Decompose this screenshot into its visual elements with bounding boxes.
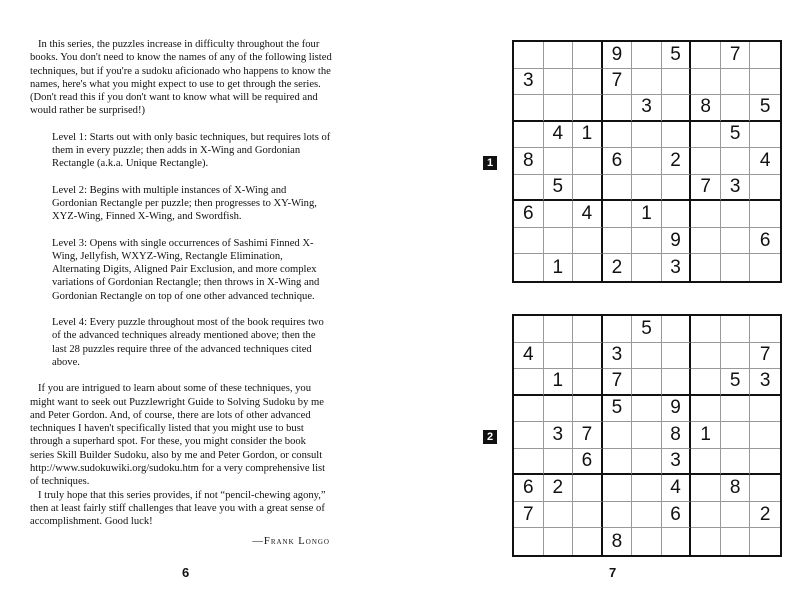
sudoku-cell (632, 369, 662, 396)
closing-paragraph-2: I truly hope that this series provides, if not “pencil-chewing agony,” then at least fairly stiff challenges that leave you with a great sense of accomplishment. Good luck! (30, 489, 326, 528)
sudoku-cell (632, 502, 662, 529)
sudoku-cell (750, 528, 780, 555)
sudoku-cell (544, 502, 574, 529)
sudoku-cell (544, 42, 574, 69)
sudoku-cell (632, 254, 662, 281)
sudoku-cell (750, 69, 780, 96)
sudoku-cell (573, 369, 603, 396)
sudoku-cell: 5 (662, 42, 692, 69)
sudoku-cell (632, 122, 662, 149)
sudoku-cell: 2 (662, 148, 692, 175)
sudoku-cell (691, 475, 721, 502)
sudoku-cell (691, 502, 721, 529)
sudoku-cell (603, 422, 633, 449)
sudoku-cell (632, 343, 662, 370)
sudoku-cell: 1 (632, 201, 662, 228)
sudoku-cell: 3 (514, 69, 544, 96)
sudoku-cell: 7 (750, 343, 780, 370)
sudoku-cell (721, 316, 751, 343)
sudoku-cell: 4 (662, 475, 692, 502)
sudoku-cell (691, 69, 721, 96)
sudoku-cell (573, 228, 603, 255)
author-signature: —Frank Longo (252, 535, 330, 547)
sudoku-cell (573, 175, 603, 202)
sudoku-cell (721, 254, 751, 281)
sudoku-cell (662, 175, 692, 202)
sudoku-cell (514, 396, 544, 423)
sudoku-cell (750, 201, 780, 228)
sudoku-cell (544, 148, 574, 175)
sudoku-cell (662, 316, 692, 343)
sudoku-cell (750, 122, 780, 149)
sudoku-cell (573, 148, 603, 175)
sudoku-cell: 5 (603, 396, 633, 423)
sudoku-cell (632, 175, 662, 202)
level-text: : Starts out with only basic techniques, but requires lots of them in every puzzle; then adds in X-Wing and Gordonian Rectangle (a.k.a. Unique Rectangle). (52, 131, 331, 170)
sudoku-cell (544, 396, 574, 423)
sudoku-cell: 6 (514, 201, 544, 228)
sudoku-cell (750, 316, 780, 343)
sudoku-cell: 9 (603, 42, 633, 69)
sudoku-cell (573, 69, 603, 96)
sudoku-cell: 1 (573, 122, 603, 149)
sudoku-cell (632, 148, 662, 175)
sudoku-cell (721, 148, 751, 175)
sudoku-cell (632, 396, 662, 423)
sudoku-cell (514, 254, 544, 281)
sudoku-cell: 7 (573, 422, 603, 449)
sudoku-cell (691, 369, 721, 396)
level-text: : Begins with multiple instances of X-Wing and Gordonian Rectangle per puzzle; then progresses to XY-Wing, XYZ-Wing, Finned X-Wing, and Swordfish. (52, 184, 317, 223)
sudoku-cell: 4 (573, 201, 603, 228)
sudoku-cell (691, 201, 721, 228)
sudoku-cell: 7 (514, 502, 544, 529)
sudoku-cell (632, 42, 662, 69)
sudoku-cell (573, 502, 603, 529)
sudoku-cell (514, 369, 544, 396)
puzzle-1-label: 1 (483, 156, 497, 170)
sudoku-cell (514, 42, 544, 69)
sudoku-cell: 7 (691, 175, 721, 202)
sudoku-cell: 9 (662, 396, 692, 423)
sudoku-cell: 7 (603, 69, 633, 96)
sudoku-cell (603, 228, 633, 255)
level-2-paragraph (52, 184, 332, 224)
level-name: Level 3 (52, 237, 85, 249)
sudoku-cell (662, 343, 692, 370)
sudoku-cell (721, 528, 751, 555)
sudoku-cell (721, 228, 751, 255)
sudoku-cell: 3 (544, 422, 574, 449)
sudoku-cell (721, 95, 751, 122)
sudoku-cell (721, 201, 751, 228)
sudoku-cell (603, 316, 633, 343)
sudoku-cell (544, 201, 574, 228)
sudoku-cell: 6 (662, 502, 692, 529)
sudoku-cell (691, 396, 721, 423)
sudoku-cell: 8 (691, 95, 721, 122)
sudoku-cell (632, 422, 662, 449)
sudoku-cell (603, 475, 633, 502)
sudoku-cell (750, 396, 780, 423)
level-text: : Opens with single occurrences of Sashimi Finned X-Wing, Jellyfish, WXYZ-Wing, Rectangle Elimination, Alternating Digits, Aligned Pair Exclusion, and more complex variations of Gordonian Rectangle; then throws in X-Wing and Gordonian Rectangle on top of one other advanced technique. (52, 237, 320, 302)
sudoku-cell: 8 (514, 148, 544, 175)
sudoku-cell: 6 (603, 148, 633, 175)
sudoku-cell: 6 (573, 449, 603, 476)
sudoku-cell (691, 42, 721, 69)
sudoku-cell (750, 254, 780, 281)
sudoku-cell (662, 528, 692, 555)
sudoku-cell (603, 449, 633, 476)
sudoku-cell: 4 (750, 148, 780, 175)
sudoku-cell: 1 (544, 254, 574, 281)
sudoku-cell: 5 (721, 122, 751, 149)
sudoku-cell (544, 95, 574, 122)
sudoku-cell (603, 201, 633, 228)
sudoku-cell: 8 (662, 422, 692, 449)
sudoku-cell (573, 528, 603, 555)
sudoku-cell (691, 449, 721, 476)
sudoku-cell (662, 69, 692, 96)
sudoku-cell (721, 343, 751, 370)
sudoku-cell (514, 528, 544, 555)
sudoku-cell: 6 (514, 475, 544, 502)
sudoku-cell: 3 (662, 254, 692, 281)
sudoku-cell: 4 (544, 122, 574, 149)
sudoku-cell (721, 502, 751, 529)
sudoku-cell (662, 95, 692, 122)
sudoku-cell (750, 422, 780, 449)
left-page-number: 6 (182, 565, 190, 580)
sudoku-cell (514, 316, 544, 343)
sudoku-cell (691, 122, 721, 149)
sudoku-cell (691, 343, 721, 370)
sudoku-cell: 8 (721, 475, 751, 502)
sudoku-cell (750, 475, 780, 502)
intro-paragraph: In this series, the puzzles increase in difficulty throughout the four books. You don't need to know the names of any of the following listed techniques, but if you're a sudoku aficionado who happens to know the names, here's what you might expect to use to get through the series. (Don't read this if you don't want to know what will be required and would rather be surprised!) (30, 39, 332, 117)
sudoku-cell (662, 369, 692, 396)
level-name: Level 2 (52, 184, 85, 196)
sudoku-cell (573, 343, 603, 370)
sudoku-cell (632, 228, 662, 255)
sudoku-cell: 7 (721, 42, 751, 69)
sudoku-cell (691, 148, 721, 175)
sudoku-grid-2 (512, 314, 782, 557)
sudoku-cell (721, 422, 751, 449)
sudoku-cell (573, 475, 603, 502)
left-page (30, 38, 332, 548)
sudoku-cell (632, 475, 662, 502)
sudoku-cell (691, 254, 721, 281)
sudoku-cell (544, 316, 574, 343)
right-page-number: 7 (609, 565, 617, 580)
sudoku-cell (573, 95, 603, 122)
sudoku-cell: 3 (603, 343, 633, 370)
sudoku-cell: 8 (603, 528, 633, 555)
sudoku-cell (544, 69, 574, 96)
sudoku-cell (721, 396, 751, 423)
sudoku-cell: 3 (632, 95, 662, 122)
level-name: Level 4 (52, 317, 85, 329)
sudoku-cell: 1 (544, 369, 574, 396)
sudoku-cell: 3 (750, 369, 780, 396)
level-1-paragraph (52, 131, 332, 171)
sudoku-cell: 3 (662, 449, 692, 476)
sudoku-cell (544, 528, 574, 555)
sudoku-cell (750, 175, 780, 202)
sudoku-cell (573, 316, 603, 343)
level-3-paragraph (52, 237, 332, 303)
sudoku-cell: 2 (750, 502, 780, 529)
sudoku-cell (750, 449, 780, 476)
sudoku-cell (514, 95, 544, 122)
sudoku-cell (603, 95, 633, 122)
sudoku-cell (514, 449, 544, 476)
level-name: Level 1 (52, 131, 85, 143)
sudoku-cell: 2 (544, 475, 574, 502)
sudoku-grid-1 (512, 40, 782, 283)
sudoku-cell (573, 396, 603, 423)
puzzle-2-label: 2 (483, 430, 497, 444)
sudoku-cell (662, 201, 692, 228)
sudoku-cell (514, 122, 544, 149)
sudoku-cell: 6 (750, 228, 780, 255)
sudoku-cell (691, 228, 721, 255)
sudoku-cell (662, 122, 692, 149)
sudoku-cell (544, 343, 574, 370)
sudoku-cell (544, 228, 574, 255)
sudoku-cell (514, 422, 544, 449)
level-text: : Every puzzle throughout most of the book requires two of the advanced techniques already mentioned above; then the last 28 puzzles require three of the advanced techniques cited above. (52, 317, 324, 368)
sudoku-cell (573, 42, 603, 69)
sudoku-cell (603, 122, 633, 149)
sudoku-cell: 5 (750, 95, 780, 122)
sudoku-cell (544, 449, 574, 476)
closing-paragraph: If you are intrigued to learn about some of these techniques, you might want to seek out Puzzlewright Guide to Solving Sudoku by me and Peter Gordon. And, of course, there are lots of other advanced techniques I haven't specifically listed that you might use to bust through a superhard spot. For these, you might consider the book series Skill Builder Sudoku, also by me and Peter Gordon, or consult http://www.sudokuwiki.org/sudoku.htm for a very comprehensive list of techniques. (30, 383, 326, 488)
sudoku-cell (632, 528, 662, 555)
sudoku-cell (691, 316, 721, 343)
sudoku-cell (691, 528, 721, 555)
sudoku-cell (632, 69, 662, 96)
sudoku-cell (750, 42, 780, 69)
sudoku-cell: 1 (691, 422, 721, 449)
sudoku-cell (603, 502, 633, 529)
sudoku-cell: 9 (662, 228, 692, 255)
sudoku-cell: 7 (603, 369, 633, 396)
sudoku-cell (603, 175, 633, 202)
sudoku-cell: 5 (544, 175, 574, 202)
sudoku-cell (721, 69, 751, 96)
sudoku-cell: 2 (603, 254, 633, 281)
sudoku-cell: 5 (632, 316, 662, 343)
sudoku-cell: 3 (721, 175, 751, 202)
sudoku-cell: 5 (721, 369, 751, 396)
sudoku-cell (514, 228, 544, 255)
sudoku-cell: 4 (514, 343, 544, 370)
level-4-paragraph (52, 316, 332, 369)
sudoku-cell (573, 254, 603, 281)
sudoku-cell (721, 449, 751, 476)
sudoku-cell (632, 449, 662, 476)
sudoku-cell (514, 175, 544, 202)
